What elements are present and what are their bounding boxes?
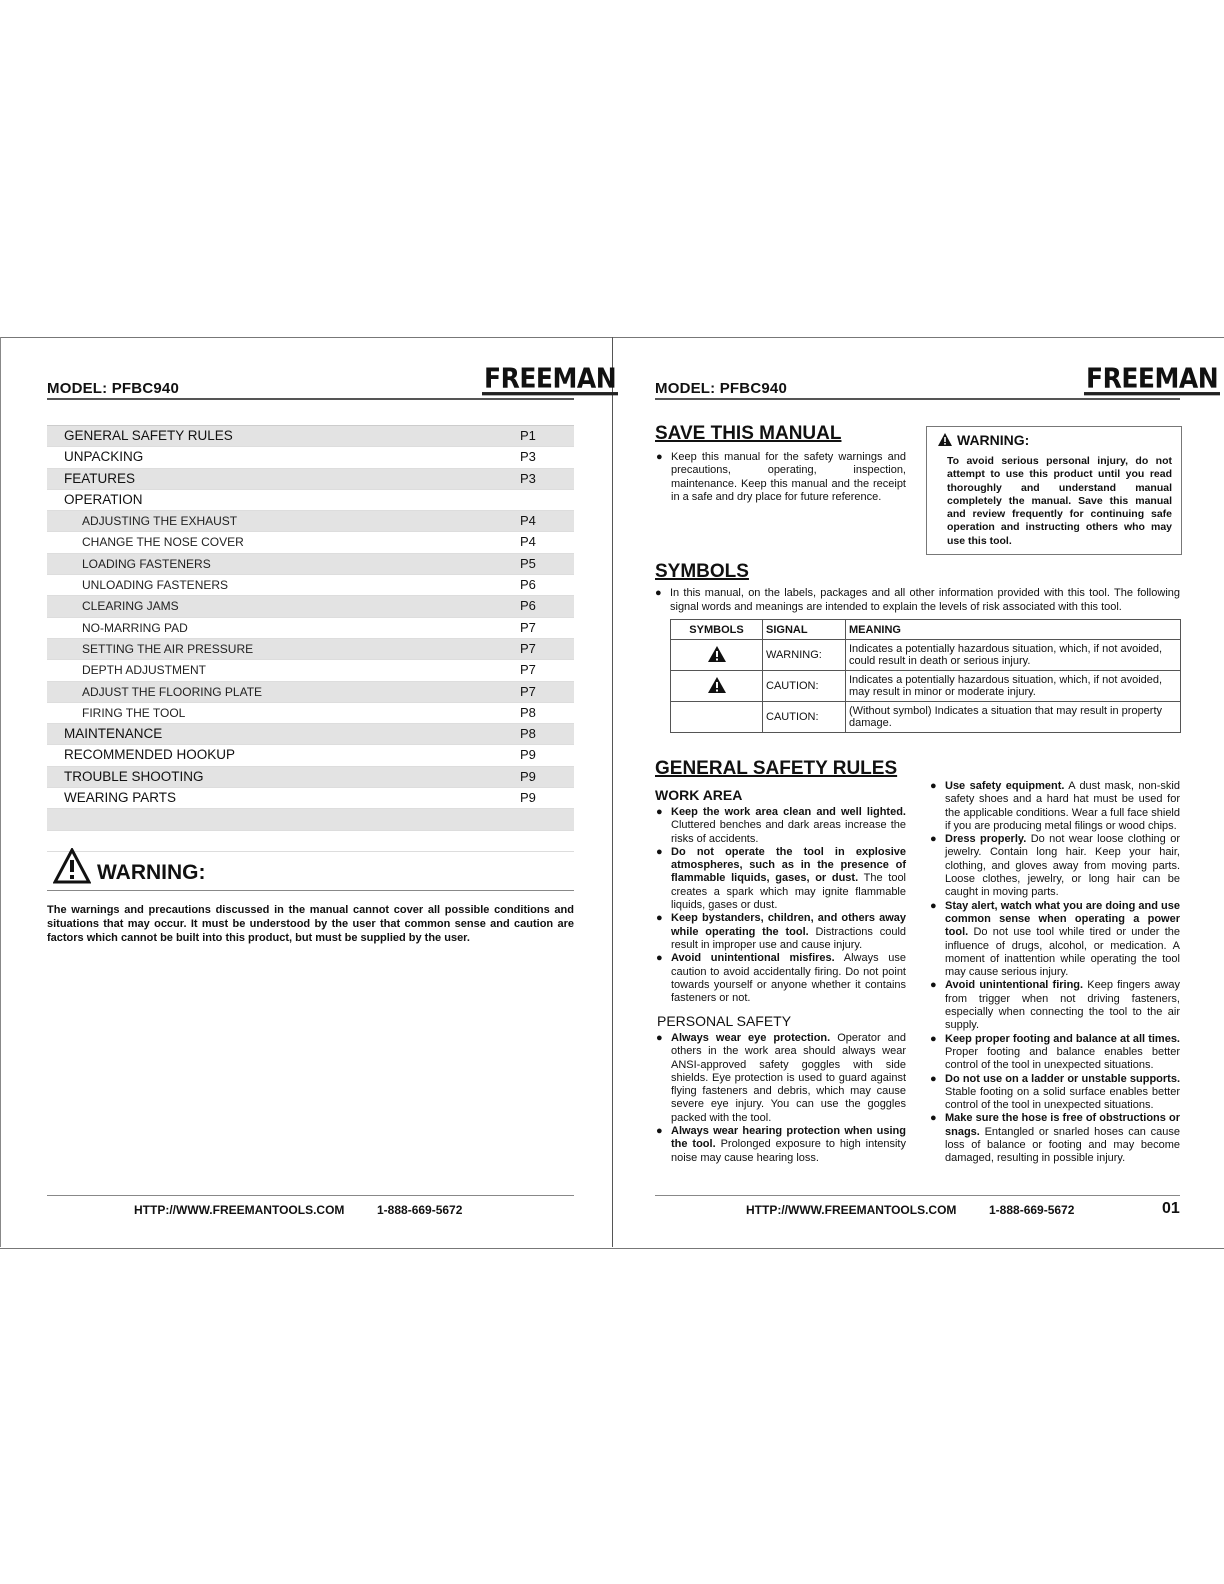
toc-row[interactable] [47, 447, 574, 468]
save-manual-text [656, 451, 906, 504]
rule-item [656, 1125, 906, 1165]
page-number: 01 [1162, 1200, 1180, 1217]
freeman-logo-left: FREEMAN [484, 362, 617, 395]
toc-label: CLEARING JAMS [82, 599, 179, 614]
right-rules-list [930, 780, 1180, 1166]
symbols-header-symbol: SYMBOLS [671, 620, 763, 640]
personal-safety-title: PERSONAL SAFETY [657, 1013, 792, 1029]
rule-item-bold: Make sure the hose is free of obstructions or snags. [945, 1112, 1180, 1138]
toc-row[interactable] [47, 682, 574, 703]
rule-item-bold: Avoid unintentional firing. [945, 979, 1084, 992]
rule-item-text: A dust mask, non-skid safety shoes and a hard hat must be used for the applicable conditions. Wear a full face shield if you are producing metal filings or wood chips. [945, 780, 1180, 832]
freeman-logo-right: FREEMAN [1086, 362, 1219, 395]
meaning-cell: Indicates a potentially hazardous situation, which, if not avoided, could result in death or serious injury. [846, 640, 1181, 671]
toc-row[interactable] [47, 554, 574, 575]
footer-url-right[interactable]: HTTP://WWW.FREEMANTOOLS.COM [746, 1203, 957, 1217]
rule-item-bold: Stay alert, watch what you are doing and use common sense when operating a power tool. [945, 899, 1180, 939]
toc-row[interactable] [47, 639, 574, 660]
model-label-right: MODEL: PFBC940 [655, 380, 787, 397]
toc-row[interactable] [47, 426, 574, 447]
toc-label: DEPTH ADJUSTMENT [82, 663, 207, 678]
rule-item [656, 806, 906, 846]
warning-heading-left [47, 852, 574, 891]
toc-page: P7 [520, 619, 536, 635]
toc-label: NO-MARRING PAD [82, 620, 188, 635]
footer-rule-right [655, 1195, 1180, 1196]
toc-label: OPERATION [64, 491, 143, 507]
rule-item-bold: Do not operate the tool in explosive atmospheres, such as in the presence of flammable liquids, gases, or dust. [671, 845, 906, 885]
symbol-cell [671, 671, 763, 702]
toc-label: WEARING PARTS [64, 790, 177, 806]
toc-row[interactable] [47, 745, 574, 766]
rule-item-bold: Do not use on a ladder or unstable supports. [945, 1072, 1180, 1085]
rule-item-bold: Dress properly. [945, 833, 1027, 846]
rule-item-text: Proper footing and balance enables better control of the tool in unexpected situations. [945, 1045, 1180, 1072]
rule-item-text: Cluttered benches and dark areas increase the risks of accidents. [671, 819, 906, 845]
symbol-cell-empty [671, 702, 763, 733]
toc-row[interactable] [47, 511, 574, 532]
rule-item-text: Always use caution to avoid accidentally firing. Do not point towards yourself or anyone whether it contains fasteners or not. [671, 952, 906, 1005]
warning-triangle-icon [937, 432, 953, 447]
rule-item [656, 1032, 906, 1125]
rule-item-text: Operator and others in the work area should always wear ANSI-approved safety goggles with side shields. Eye protection is used to guard against flying fasteners and debris, which may cause severe eye injury. You can use the goggles packed with the tool. [671, 1032, 907, 1124]
footer-phone-left: 1-888-669-5672 [377, 1203, 463, 1217]
toc-label: FIRING THE TOOL [82, 705, 186, 720]
rule-item-text: Do not wear loose clothing or jewelry. Contain long hair. Keep your hair, clothing, and gloves away from moving parts. Loose clothes, jewelry, or long hair can be caught in moving parts. [945, 833, 1180, 899]
toc-label: MAINTENANCE [64, 726, 163, 742]
rule-item-bold: Keep bystanders, children, and others away while operating the tool. [671, 912, 906, 938]
toc-label: FEATURES [64, 470, 136, 486]
rule-item-text: The tool creates a spark which may ignite flammable liquids, gases or dust. [671, 872, 907, 912]
toc-label: GENERAL SAFETY RULES [64, 428, 233, 443]
rule-item-text: Distractions could result in improper use and cause injury. [671, 925, 907, 951]
rule-item [930, 1033, 1180, 1073]
personal-safety-list [656, 1032, 906, 1165]
toc-label: RECOMMENDED HOOKUP [64, 747, 236, 763]
symbols-intro-item: ● In this manual, on the labels, packages and all other information provided with this tool. The following signal words and meanings are intended to explain the levels of risk associated with this tool. [655, 587, 1180, 614]
rule-item-text: Keep fingers away from trigger when not driving fasteners, especially when connecting the tool to the air supply. [945, 979, 1180, 1032]
symbols-header-meaning: MEANING [846, 620, 1181, 640]
toc-page: P9 [520, 768, 536, 784]
meaning-cell: Indicates a potentially hazardous situation, which, if not avoided, may result in minor or moderate injury. [846, 671, 1181, 702]
warning-title-left: WARNING: [97, 861, 206, 884]
warning-triangle-icon [707, 676, 727, 694]
symbols-header-row [671, 620, 1181, 640]
symbols-header-signal: SIGNAL [763, 620, 846, 640]
toc-label: TROUBLE SHOOTING [64, 768, 204, 784]
symbols-table [670, 619, 1181, 733]
toc-page: P4 [520, 534, 536, 550]
rule-item [656, 952, 906, 1005]
toc-page: P8 [520, 704, 536, 720]
symbol-cell [671, 640, 763, 671]
rule-item-text: Stable footing on a solid surface enables better control of the tool in unexpected situations. [945, 1085, 1180, 1112]
toc-label: UNPACKING [64, 449, 144, 465]
footer-rule-left [47, 1195, 574, 1196]
symbols-row [671, 640, 1181, 671]
warning-box-text: To avoid serious personal injury, do not attempt to use this product until you read thoroughly and understand manual completely the manual. Save this manual and review frequently for continuing safe operation and instructing others who may use this tool. [947, 455, 1172, 547]
warning-text-left: The warnings and precautions discussed in the manual cannot cover all possible conditions and situations that may occur. It must be understood by the user that common sense and caution are factors which cannot be built into this product, but must be supplied by the user. [47, 904, 574, 944]
signal-cell: WARNING: [763, 640, 846, 671]
toc-page: P3 [520, 470, 536, 486]
model-label-left: MODEL: PFBC940 [47, 380, 179, 397]
toc-page: P9 [520, 790, 536, 806]
meaning-cell: (Without symbol) Indicates a situation that may result in property damage. [846, 702, 1181, 733]
table-of-contents [47, 425, 574, 852]
toc-page: P8 [520, 726, 536, 742]
rule-item-bold: Always wear eye protection. [671, 1032, 831, 1044]
toc-label: UNLOADING FASTENERS [82, 578, 229, 593]
rule-item-bold: Avoid unintentional misfires. [671, 952, 835, 965]
rule-item [930, 900, 1180, 980]
header-rule-left [47, 398, 574, 400]
toc-page: P5 [520, 555, 536, 571]
save-manual-item: ● Keep this manual for the safety warnings and precautions, operating, inspection, maintenance. Keep this manual and the receipt in a safe and dry place for future reference. [656, 451, 906, 504]
toc-row[interactable] [47, 490, 574, 511]
toc-row[interactable] [47, 596, 574, 617]
footer-phone-right: 1-888-669-5672 [989, 1203, 1075, 1217]
toc-page: P1 [520, 428, 536, 443]
page-divider [612, 337, 613, 1247]
rule-item-bold: Keep the work area clean and well lighted. [671, 806, 906, 818]
toc-label: ADJUST THE FLOORING PLATE [82, 684, 263, 699]
toc-label: ADJUSTING THE EXHAUST [82, 514, 238, 529]
rule-item [656, 912, 906, 952]
toc-row[interactable] [47, 618, 574, 639]
toc-page: P6 [520, 598, 536, 614]
warning-box [926, 426, 1182, 555]
rule-item-text: Do not use tool while tired or under the influence of drugs, alcohol, or medication. A moment of inattention while operating the tool may cause serious injury. [945, 926, 1180, 979]
signal-cell: CAUTION: [763, 702, 846, 733]
rule-item [930, 1073, 1180, 1113]
warning-triangle-icon [707, 645, 727, 663]
toc-page: P6 [520, 577, 536, 593]
rule-item-bold: Keep proper footing and balance at all times. [945, 1032, 1180, 1045]
toc-page: P3 [520, 449, 536, 465]
toc-label: CHANGE THE NOSE COVER [82, 535, 244, 550]
toc-page: P4 [520, 513, 536, 529]
toc-row[interactable] [47, 660, 574, 681]
warning-box-title: WARNING: [957, 432, 1030, 448]
header-rule-right [655, 398, 1180, 400]
toc-label: LOADING FASTENERS [82, 556, 211, 571]
toc-label: SETTING THE AIR PRESSURE [82, 641, 254, 656]
symbols-intro [655, 587, 1180, 614]
toc-row[interactable] [47, 469, 574, 490]
toc-page: P7 [520, 640, 536, 656]
toc-row[interactable] [47, 703, 574, 724]
toc-row[interactable] [47, 532, 574, 553]
signal-cell: CAUTION: [763, 671, 846, 702]
toc-row[interactable] [47, 767, 574, 788]
warning-triangle-icon [53, 848, 91, 884]
toc-page: P7 [520, 683, 536, 699]
symbols-row [671, 671, 1181, 702]
footer-url-left[interactable]: HTTP://WWW.FREEMANTOOLS.COM [134, 1203, 345, 1217]
general-safety-title: GENERAL SAFETY RULES [655, 758, 898, 779]
toc-row[interactable] [47, 831, 574, 852]
rule-item-bold: Use safety equipment. [945, 780, 1065, 792]
toc-row[interactable] [47, 809, 574, 830]
left-edge [0, 337, 1, 1247]
toc-page: P7 [520, 662, 536, 678]
toc-row[interactable] [47, 788, 574, 809]
toc-row[interactable] [47, 724, 574, 745]
symbols-row [671, 702, 1181, 733]
work-area-title: WORK AREA [655, 787, 743, 803]
work-area-list [656, 806, 906, 1005]
rule-item [930, 979, 1180, 1032]
rule-item-text: Entangled or snarled hoses can cause loss of balance or footing and may become damaged, resulting in possible injury. [945, 1125, 1180, 1165]
rule-item [930, 833, 1180, 899]
toc-row[interactable] [47, 575, 574, 596]
save-manual-title: SAVE THIS MANUAL [655, 423, 842, 444]
symbols-title: SYMBOLS [655, 561, 749, 582]
rule-item [656, 846, 906, 912]
rule-item [930, 780, 1180, 833]
toc-page: P9 [520, 747, 536, 763]
rule-item [930, 1112, 1180, 1165]
rule-item-text: Prolonged exposure to high intensity noise may cause hearing loss. [671, 1138, 906, 1164]
rule-item-bold: Always wear hearing protection when using the tool. [671, 1125, 906, 1151]
